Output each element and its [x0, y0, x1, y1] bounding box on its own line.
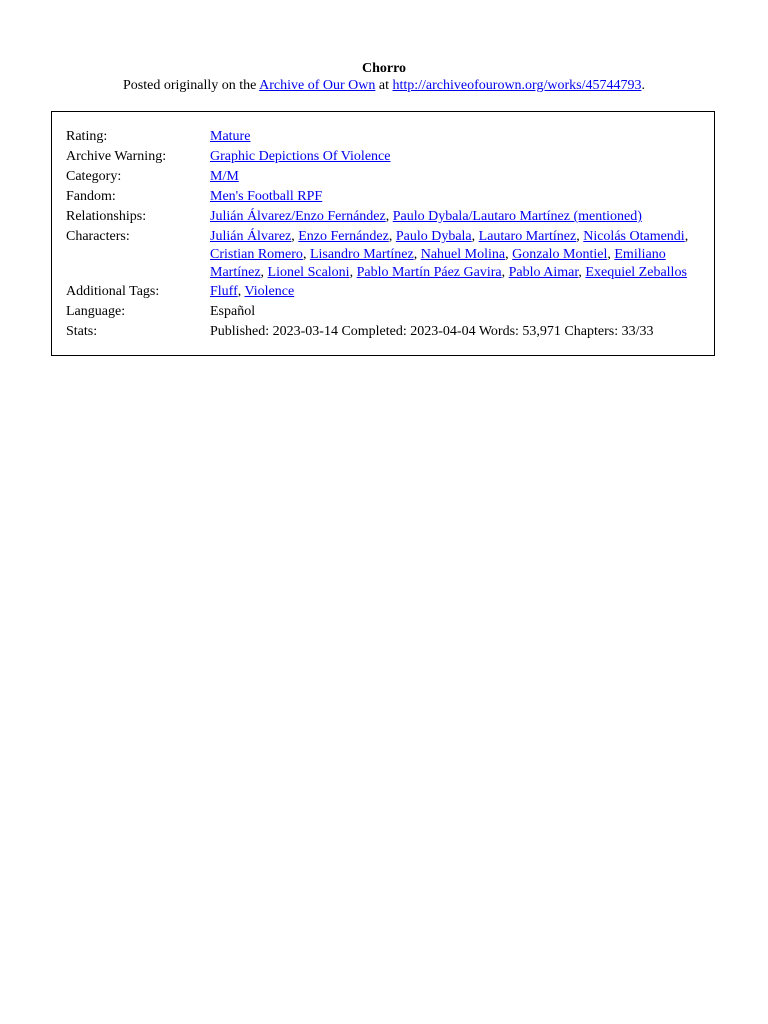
work-metadata-box — [51, 111, 715, 356]
tag-link[interactable]: Gonzalo Montiel — [512, 247, 608, 262]
tag-link[interactable]: Exequiel Zeballos — [585, 265, 687, 280]
work-header — [0, 60, 768, 95]
tag-link[interactable]: Graphic Depictions Of Violence — [210, 149, 391, 164]
relationships-value: Julián Álvarez/Enzo Fernández, Paulo Dybala/Lautaro Martínez (mentioned) — [210, 209, 642, 224]
tag-link[interactable]: Lautaro Martínez — [478, 229, 577, 244]
at-text: at — [375, 78, 393, 93]
additional-tags-value: Fluff, Violence — [210, 284, 295, 299]
tag-link[interactable]: Julián Álvarez/Enzo Fernández — [210, 209, 386, 224]
tag-link[interactable]: Paulo Dybala — [395, 229, 472, 244]
archive-link[interactable]: Archive of Our Own — [259, 78, 376, 93]
tag-link[interactable]: Emiliano Martínez — [210, 247, 666, 280]
language-label: Language: — [66, 304, 126, 319]
tag-link[interactable]: Enzo Fernández — [298, 229, 389, 244]
rating-label: Rating: — [66, 129, 108, 144]
relationships-label: Relationships: — [66, 209, 147, 224]
tag-link[interactable]: Fluff — [210, 284, 238, 299]
characters-label: Characters: — [66, 229, 130, 244]
posted-line — [0, 77, 768, 95]
rating-value — [210, 128, 702, 146]
tag-link[interactable]: Lisandro Martínez — [309, 247, 414, 262]
fandom-value — [210, 188, 702, 206]
stats-label: Stats: — [66, 324, 98, 339]
stats-value: Published: 2023-03-14 Completed: 2023-04-04 Words: 53,971 Chapters: 33/33 — [210, 324, 654, 339]
fandom-label: Fandom: — [66, 189, 116, 204]
work-title: Chorro — [361, 61, 407, 76]
tag-link[interactable]: Nicolás Otamendi — [583, 229, 685, 244]
characters-value: Julián Álvarez, Enzo Fernández, Paulo Dybala, Lautaro Martínez, Nicolás Otamendi, Cristian Romero, Lisandro Martínez, Nahuel Molina, Gonzalo Montiel, Emiliano Martínez, Lionel Scaloni, Pablo Martín Páez Gavira, Pablo Aimar, Exequiel Zeballos — [210, 229, 689, 280]
tag-link[interactable]: M/M — [210, 169, 239, 184]
posted-prefix: Posted originally on the — [123, 78, 260, 93]
tag-link[interactable]: Paulo Dybala/Lautaro Martínez (mentioned) — [392, 209, 642, 224]
tag-link[interactable]: Julián Álvarez — [210, 229, 292, 244]
tag-link[interactable]: Mature — [210, 129, 251, 144]
language-value: Español — [210, 304, 256, 319]
additional-tags-label: Additional Tags: — [66, 284, 160, 299]
tag-link[interactable]: Pablo Martín Páez Gavira — [356, 265, 502, 280]
tag-link[interactable]: Cristian Romero — [210, 247, 303, 262]
category-value — [210, 168, 702, 186]
category-label: Category: — [66, 169, 122, 184]
period: . — [641, 78, 645, 93]
tag-link[interactable]: Nahuel Molina — [420, 247, 506, 262]
work-url-link[interactable]: http://archiveofourown.org/works/45744793 — [392, 78, 642, 93]
tag-link[interactable]: Lionel Scaloni — [267, 265, 350, 280]
tag-link[interactable]: Men's Football RPF — [210, 189, 323, 204]
tag-link[interactable]: Pablo Aimar — [508, 265, 579, 280]
tag-link[interactable]: Violence — [244, 284, 295, 299]
warning-label: Archive Warning: — [66, 149, 167, 164]
warning-value — [210, 148, 702, 166]
